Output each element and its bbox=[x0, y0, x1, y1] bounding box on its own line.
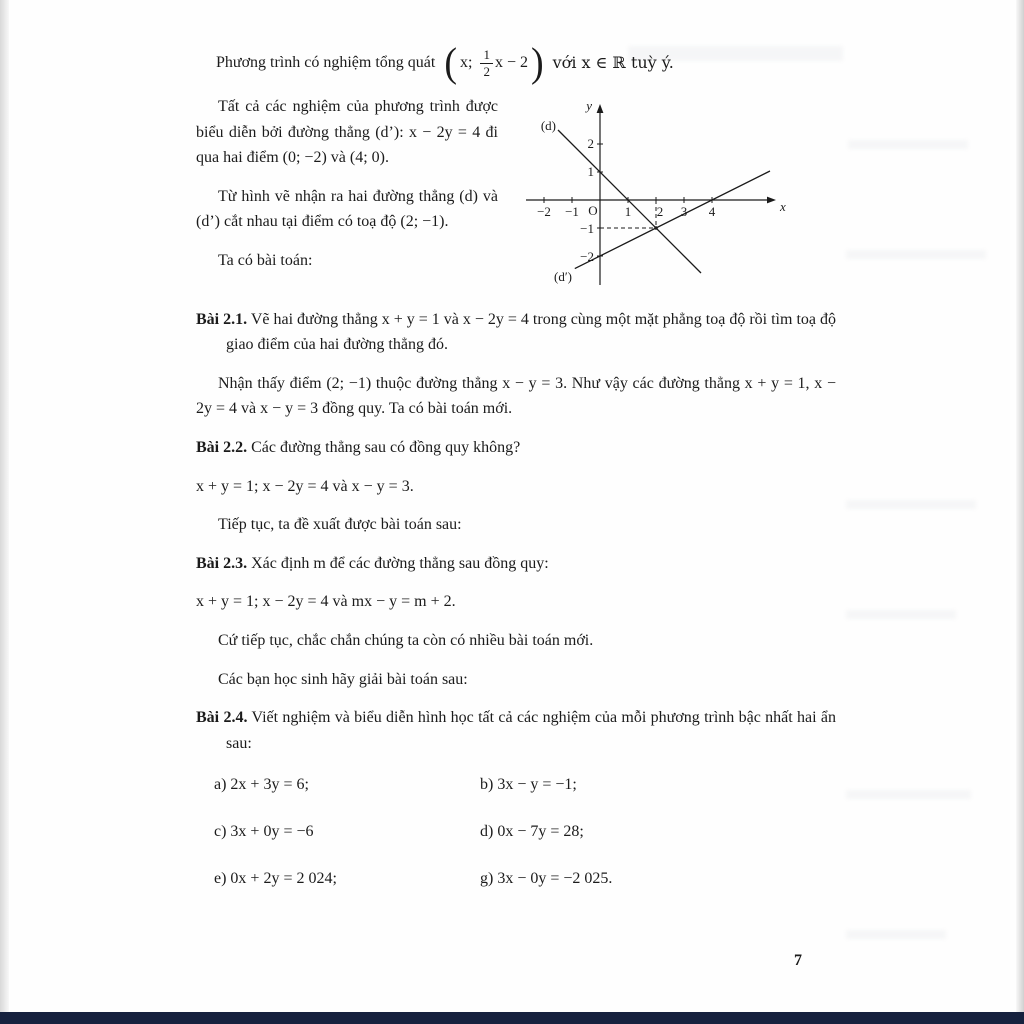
intersection-point bbox=[654, 226, 658, 230]
problem-2-3-equations: x + y = 1; x − 2y = 4 và mx − y = m + 2. bbox=[196, 593, 456, 611]
y-axis-arrow bbox=[597, 104, 604, 113]
page-left-edge bbox=[0, 0, 9, 1024]
y-tick-label-1: 1 bbox=[587, 164, 594, 179]
y-tick-label-2: 2 bbox=[587, 136, 594, 151]
problem-2-3 bbox=[196, 551, 836, 577]
page-number: 7 bbox=[794, 952, 802, 969]
bleedthrough-artifact bbox=[846, 250, 986, 259]
paragraph-solutions-line: Tất cả các nghiệm của phương trình được biểu diễn bởi đường thẳng (d’): x − 2y = 4 đi qua hai điểm (0; −2) và (4; 0). bbox=[196, 98, 498, 167]
problem-2-4-label: Bài 2.4. bbox=[196, 709, 248, 727]
x-tick-label--1: −1 bbox=[565, 204, 579, 219]
problem-2-2-equations: x + y = 1; x − 2y = 4 và x − y = 3. bbox=[196, 477, 414, 495]
bleedthrough-artifact bbox=[846, 930, 946, 939]
paragraph-we-have-problem: Ta có bài toán: bbox=[218, 251, 313, 269]
formula-lead-text: Phương trình có nghiệm tổng quát bbox=[216, 54, 436, 72]
line-d-prime-label: (d′) bbox=[553, 269, 572, 284]
general-solution-formula bbox=[196, 40, 836, 86]
x-tick-label-4: 4 bbox=[708, 204, 716, 219]
y-tick-label--2: −2 bbox=[580, 249, 594, 264]
x-tick-label-3: 3 bbox=[680, 204, 688, 219]
footer-bar bbox=[0, 1012, 1024, 1024]
x-tick-label--2: −2 bbox=[537, 204, 551, 219]
left-text-column bbox=[196, 94, 498, 307]
item-b: b) 3x − y = −1; bbox=[480, 776, 577, 794]
formula-rest: x − 2 bbox=[494, 54, 528, 72]
fraction-denominator: 2 bbox=[483, 63, 490, 79]
page-content bbox=[196, 40, 837, 891]
x-tick-label-1: 1 bbox=[624, 204, 632, 219]
problems-flow bbox=[196, 307, 836, 892]
paragraph-students-solve: Các bạn học sinh hãy giải bài toán sau: bbox=[218, 670, 468, 688]
coordinate-graph-svg bbox=[512, 80, 812, 298]
item-e: e) 0x + 2y = 2 024; bbox=[214, 869, 337, 887]
page-right-edge bbox=[1016, 0, 1024, 1024]
bleedthrough-artifact bbox=[848, 140, 968, 149]
y-axis-label: y bbox=[586, 98, 592, 113]
formula-x-part: x; bbox=[460, 54, 473, 72]
paragraph-intersection: Từ hình vẽ nhận ra hai đường thẳng (d) và (d’) cắt nhau tại điểm có toạ độ (2; −1). bbox=[196, 187, 498, 231]
bleedthrough-artifact bbox=[846, 790, 971, 799]
bleedthrough-artifact bbox=[846, 610, 956, 619]
problem-2-2-label: Bài 2.2. bbox=[196, 438, 248, 456]
problem-2-4-text: Viết nghiệm và biểu diễn hình học tất cả các nghiệm của mỗi phương trình bậc nhất hai ẩn sau: bbox=[226, 709, 837, 752]
formula-tail: với x ∈ ℝ tuỳ ý. bbox=[552, 53, 674, 73]
problem-2-3-label: Bài 2.3. bbox=[196, 554, 248, 572]
x-axis-arrow bbox=[767, 197, 776, 204]
problem-2-2-text: Các đường thẳng sau có đồng quy không? bbox=[251, 438, 521, 456]
paragraph-continue-1: Tiếp tục, ta đề xuất được bài toán sau: bbox=[218, 516, 462, 534]
y-tick-label--1: −1 bbox=[580, 221, 594, 236]
problem-2-3-text: Xác định m để các đường thẳng sau đồng quy: bbox=[251, 554, 549, 572]
close-paren: ) bbox=[530, 40, 544, 86]
problem-2-4 bbox=[196, 705, 836, 756]
item-c: c) 3x + 0y = −6 bbox=[214, 822, 314, 840]
fraction-numerator: 1 bbox=[480, 47, 493, 64]
problem-2-1-text: Vẽ hai đường thẳng x + y = 1 và x − 2y = 4 trong cùng một mặt phẳng toạ độ rồi tìm toạ độ giao điểm của hai đường thẳng đó. bbox=[226, 310, 836, 354]
open-paren: ( bbox=[444, 40, 457, 86]
x-tick-label-2: 2 bbox=[656, 204, 664, 219]
problem-2-2 bbox=[196, 435, 836, 461]
origin-label: O bbox=[588, 203, 598, 218]
paragraph-note-concurrent: Nhận thấy điểm (2; −1) thuộc đường thẳng x − y = 3. Như vậy các đường thẳng x + y = 1, x − 2y = 4 và x − y = 3 đồng quy. Ta có bài toán mới. bbox=[196, 374, 836, 418]
coordinate-graph bbox=[512, 80, 832, 307]
problem-2-4-items bbox=[214, 772, 836, 891]
fraction-one-half bbox=[480, 47, 493, 79]
item-g: g) 3x − 0y = −2 025. bbox=[480, 869, 613, 887]
item-d: d) 0x − 7y = 28; bbox=[480, 822, 584, 840]
paragraph-continue-2: Cứ tiếp tục, chắc chắn chúng ta còn có nhiều bài toán mới. bbox=[218, 631, 594, 649]
text-and-graph-row bbox=[196, 94, 836, 307]
line-d-prime bbox=[575, 171, 770, 269]
x-axis-label: x bbox=[780, 199, 786, 214]
problem-2-1 bbox=[196, 307, 836, 358]
bleedthrough-artifact bbox=[846, 500, 976, 509]
line-d-label: (d) bbox=[540, 118, 556, 133]
problem-2-1-label: Bài 2.1. bbox=[196, 310, 248, 328]
item-a: a) 2x + 3y = 6; bbox=[214, 776, 309, 794]
